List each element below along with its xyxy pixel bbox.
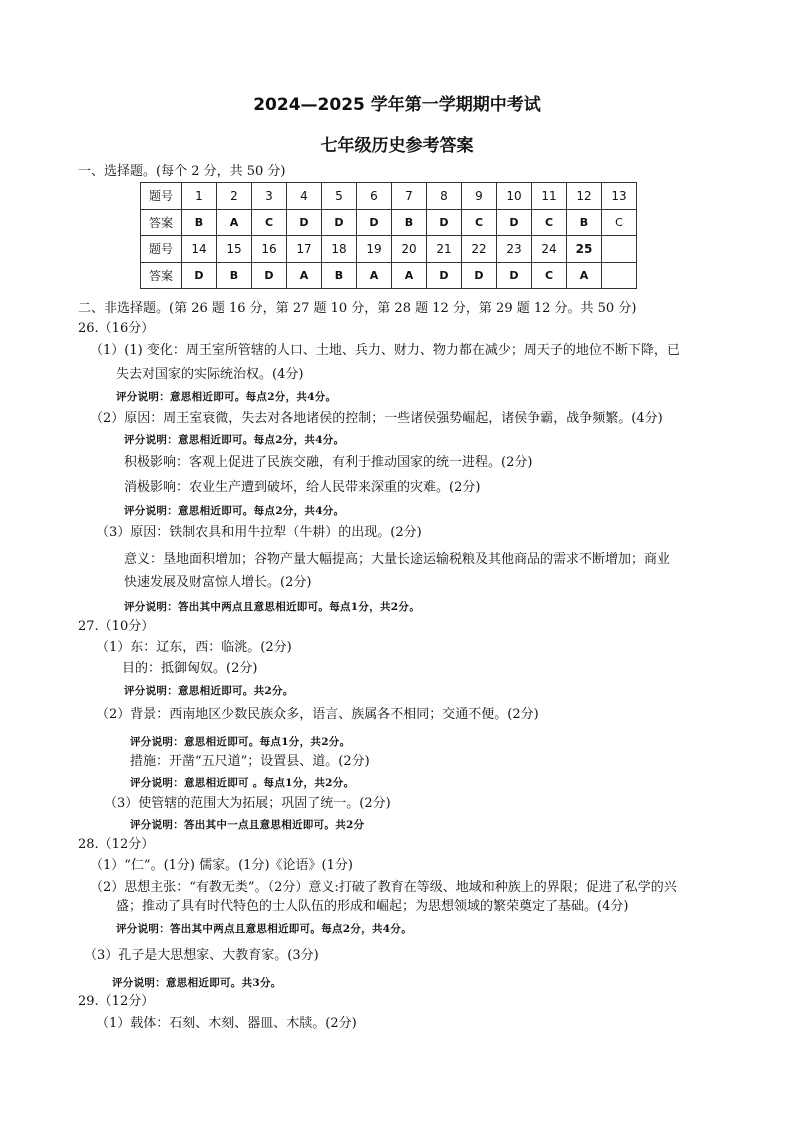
scoring-note: 评分说明：意思相近即可 。每点1分，共2分。 (130, 777, 355, 789)
table-cell: 题号 (141, 183, 182, 210)
table-cell: D (357, 209, 392, 236)
table-cell: 3 (252, 183, 287, 210)
table-cell: 15 (217, 236, 252, 263)
answer-table (140, 182, 637, 289)
table-cell: A (217, 209, 252, 236)
table-row (141, 209, 637, 236)
table-cell: 4 (287, 183, 322, 210)
answer-line: 目的：抵御匈奴。(2分) (122, 661, 258, 676)
table-cell: C (252, 209, 287, 236)
answer-line: 消极影响：农业生产遭到破坏，给人民带来深重的灾难。(2分) (124, 480, 481, 495)
scoring-note: 评分说明：答出其中两点且意思相近即可。每点2分，共4分。 (116, 923, 413, 935)
table-cell: D (252, 262, 287, 289)
table-cell: D (427, 262, 462, 289)
scoring-note: 评分说明：答出其中一点且意思相近即可。共2分 (130, 819, 365, 831)
answer-line: （1）载体：石刻、木刻、器皿、木牍。(2分) (96, 1016, 357, 1031)
page-subtitle: 七年级历史参考答案 (320, 136, 474, 156)
table-cell: 5 (322, 183, 357, 210)
answer-line: 快速发展及财富惊人增长。(2分) (124, 575, 312, 590)
answer-line: 失去对国家的实际统治权。(4分) (116, 367, 304, 382)
table-cell: 10 (497, 183, 532, 210)
table-cell (602, 236, 637, 263)
table-cell: 2 (217, 183, 252, 210)
table-cell: D (497, 262, 532, 289)
table-cell: D (497, 209, 532, 236)
table-cell: 6 (357, 183, 392, 210)
answer-line: （1）“仁”。(1分) 儒家。(1分)《论语》(1分) (90, 858, 353, 873)
answer-line: （3）使管辖的范围大为拓展；巩固了统一。(2分) (104, 796, 391, 811)
scoring-note: 评分说明：意思相近即可。每点2分，共4分。 (124, 505, 345, 517)
question-27-heading: 27.（10分） (78, 619, 155, 634)
table-cell: B (217, 262, 252, 289)
table-cell (602, 262, 637, 289)
table-cell: B (182, 209, 217, 236)
table-cell: C (532, 262, 567, 289)
scoring-note: 评分说明：意思相近即可。共2分。 (124, 685, 294, 697)
table-cell: 1 (182, 183, 217, 210)
scoring-note: 评分说明：意思相近即可。共3分。 (112, 977, 282, 989)
question-28-heading: 28.（12分） (78, 837, 155, 852)
section1-heading: 一、选择题。(每个 2 分，共 50 分) (78, 164, 286, 179)
answer-line: 意义：垦地面积增加；谷物产量大幅提高；大量长途运输税粮及其他商品的需求不断增加；商业 (124, 552, 671, 567)
table-cell: 答案 (141, 262, 182, 289)
table-cell: D (182, 262, 217, 289)
table-cell: 17 (287, 236, 322, 263)
table-cell: B (392, 209, 427, 236)
answer-line: 盛；推动了具有时代特色的士人队伍的形成和崛起；为思想领域的繁荣奠定了基础。(4分) (116, 899, 629, 914)
scoring-note: 评分说明：意思相近即可。每点2分，共4分。 (116, 391, 337, 403)
answer-line: （3）孔子是大思想家、大教育家。(3分) (84, 948, 319, 963)
answer-line: （1）(1) 变化：周王室所管辖的人口、土地、兵力、财力、物力都在减少；周天子的地位不断下降，已 (90, 343, 680, 358)
answer-line: （2）原因：周王室衰微，失去对各地诸侯的控制；一些诸侯强势崛起，诸侯争霸，战争频繁。(4分) (90, 411, 663, 426)
table-cell: B (322, 262, 357, 289)
table-cell: 9 (462, 183, 497, 210)
table-cell: 21 (427, 236, 462, 263)
question-29-heading: 29.（12分） (78, 994, 155, 1009)
table-cell: 16 (252, 236, 287, 263)
table-cell: 11 (532, 183, 567, 210)
table-cell: 22 (462, 236, 497, 263)
table-cell: 答案 (141, 209, 182, 236)
answer-line: （2）思想主张：“有教无类”。（2分）意义:打破了教育在等级、地域和种族上的界限；促进了私学的兴 (90, 880, 677, 895)
answer-line: （2）背景：西南地区少数民族众多，语言、族属各不相同；交通不便。(2分) (96, 707, 539, 722)
table-cell: 23 (497, 236, 532, 263)
table-cell: 19 (357, 236, 392, 263)
table-cell: D (462, 262, 497, 289)
table-cell: D (287, 209, 322, 236)
table-cell: D (322, 209, 357, 236)
table-cell: 14 (182, 236, 217, 263)
scoring-note: 评分说明：答出其中两点且意思相近即可。每点1分，共2分。 (124, 601, 421, 613)
section2-heading: 二、非选择题。(第 26 题 16 分，第 27 题 10 分，第 28 题 12 分，第 29 题 12 分。共 50 分) (78, 301, 637, 316)
answer-line: 积极影响：客观上促进了民族交融，有利于推动国家的统一进程。(2分) (124, 455, 533, 470)
table-row (141, 262, 637, 289)
table-cell: A (357, 262, 392, 289)
table-cell: 20 (392, 236, 427, 263)
table-row (141, 183, 637, 210)
table-cell: C (532, 209, 567, 236)
answer-line: 措施：开凿“五尺道”；设置县、道。(2分) (130, 754, 370, 769)
table-cell: 24 (532, 236, 567, 263)
scoring-note: 评分说明：意思相近即可。每点1分，共2分。 (130, 736, 351, 748)
table-cell: A (392, 262, 427, 289)
table-cell: 13 (602, 183, 637, 210)
table-cell: B (567, 209, 602, 236)
answer-line: （3）原因：铁制农具和用牛拉犁（牛耕）的出现。(2分) (96, 525, 422, 540)
page-title: 2024—2025 学年第一学期期中考试 (253, 95, 541, 115)
answer-line: （1）东：辽东，西：临洮。(2分) (96, 640, 292, 655)
question-26-heading: 26.（16分） (78, 321, 155, 336)
table-cell: 12 (567, 183, 602, 210)
table-cell: 18 (322, 236, 357, 263)
scoring-note: 评分说明：意思相近即可。每点2分，共4分。 (124, 434, 345, 446)
table-cell: 题号 (141, 236, 182, 263)
table-cell: 7 (392, 183, 427, 210)
table-cell: A (567, 262, 602, 289)
table-cell: 25 (567, 236, 602, 263)
table-cell: D (427, 209, 462, 236)
table-row (141, 236, 637, 263)
table-cell: C (602, 209, 637, 236)
table-cell: A (287, 262, 322, 289)
table-cell: 8 (427, 183, 462, 210)
table-cell: C (462, 209, 497, 236)
